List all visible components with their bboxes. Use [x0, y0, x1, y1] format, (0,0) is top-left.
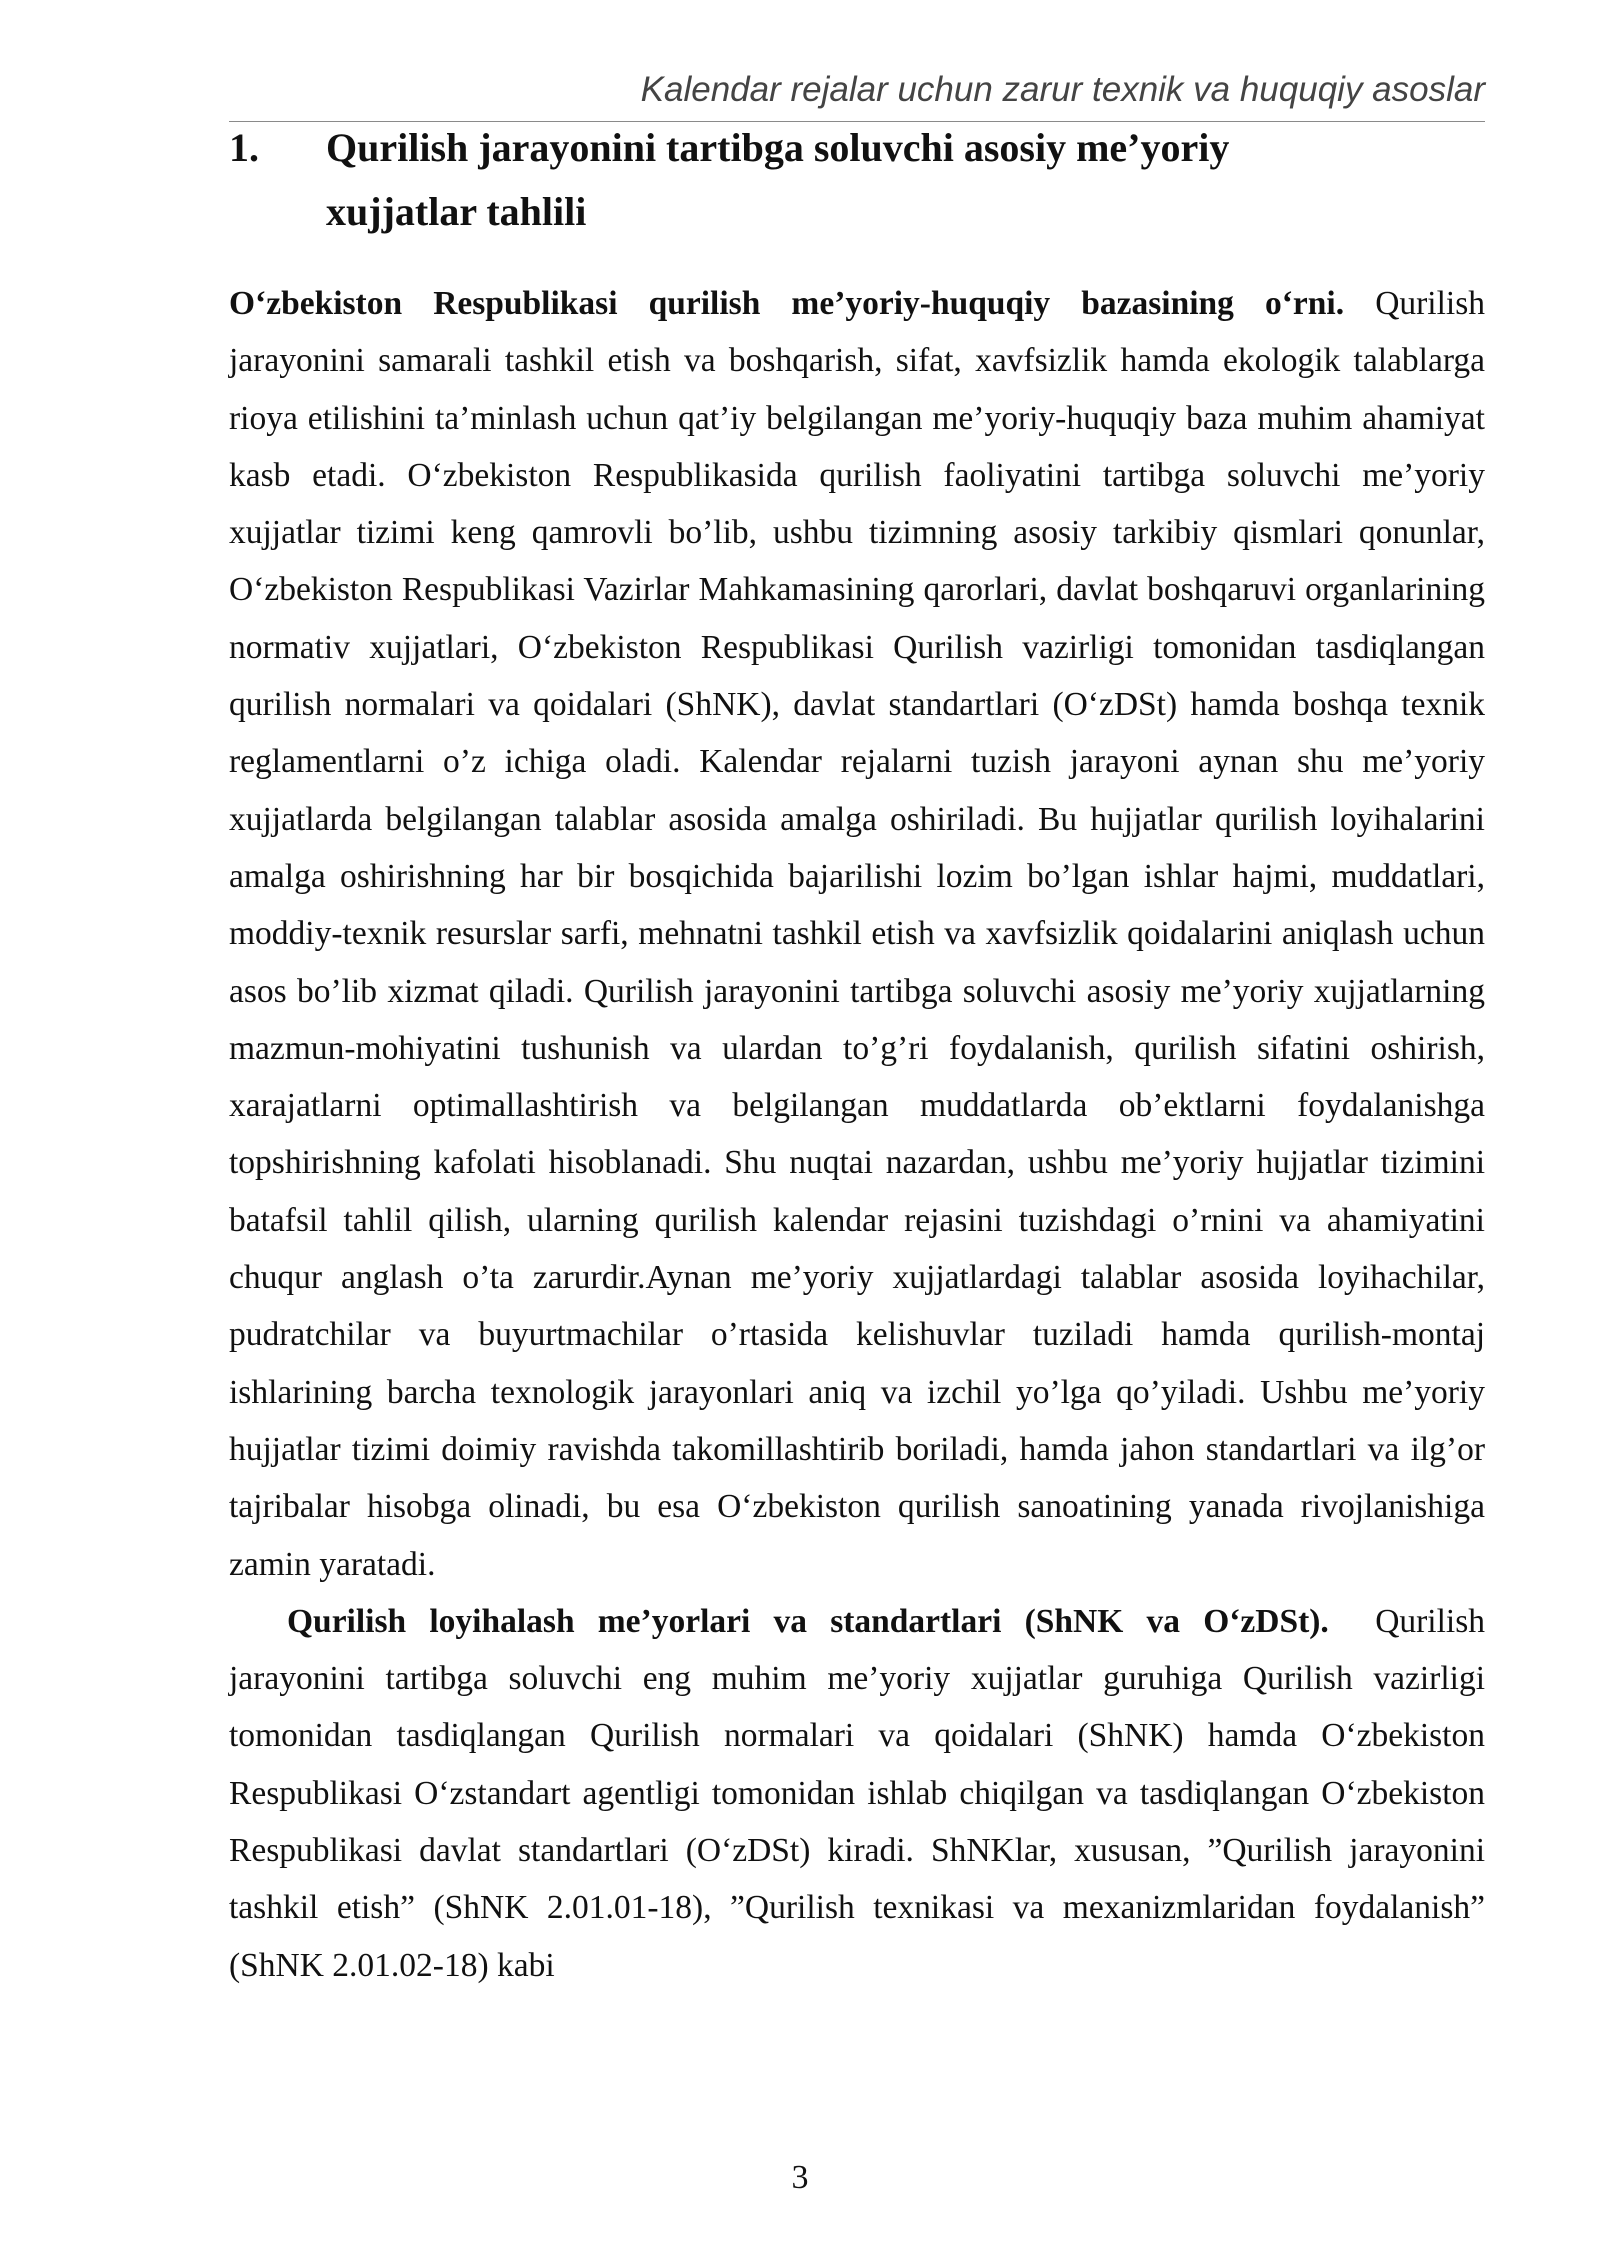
chapter-number: 1. — [229, 125, 259, 170]
chapter-heading — [229, 116, 1329, 244]
body-text — [229, 275, 1485, 1994]
paragraph-1-text: Qurilish jarayonini samarali tashkil etish va boshqarish, sifat, xavfsizlik hamda ekologik talablarga rioya etilishini ta’minlash uchun qat’iy belgilangan me’yoriy-huquqiy baza muhim ahamiyat kasb etadi. O‘zbekiston Respublikasida qurilish faoliyatini tartibga soluvchi me’yoriy xujjatlar tizimi keng qamrovli bo’lib, ushbu tizimning asosiy tarkibiy qismlari qonunlar, O‘zbekiston Respublikasi Vazirlar Mahkamasining qarorlari, davlat boshqaruvi organlarining normativ xujjatlari, O‘zbekiston Respublikasi Qurilish vazirligi tomonidan tasdiqlangan qurilish normalari va qoidalari (ShNK), davlat standartlari (O‘zDSt) hamda boshqa texnik reglamentlarni o’z ichiga oladi. Kalendar rejalarni tuzish jarayoni aynan shu me’yoriy xujjatlarda belgilangan talablar asosida amalga oshiriladi. Bu hujjatlar qurilish loyihalarini amalga oshirishning har bir bosqichida bajarilishi lozim bo’lgan ishlar hajmi, muddatlari, moddiy-texnik resurslar sarfi, mehnatni tashkil etish va xavfsizlik qoidalarini aniqlash uchun asos bo’lib xizmat qiladi. Qurilish jarayonini tartibga soluvchi asosiy me’yoriy xujjatlarning mazmun-mohiyatini tushunish va ulardan to’g’ri foydalanish, qurilish sifatini oshirish, xarajatlarni optimallashtirish va belgilangan muddatlarda ob’ektlarni foydalanishga topshirishning kafolati hisoblanadi. Shu nuqtai nazardan, ushbu me’yoriy hujjatlar tizimini batafsil tahlil qilish, ularning qurilish kalendar rejasini tuzishdagi o’rnini va ahamiyatini chuqur anglash o’ta zarurdir.Aynan me’yoriy xujjatlardagi talablar asosida loyihachilar, pudratchilar va buyurtmachilar o’rtasida kelishuvlar tuziladi hamda qurilish-montaj ishlarining barcha texnologik jarayonlari aniq va izchil yo’lga qo’yiladi. Ushbu me’yoriy hujjatlar tizimi doimiy ravishda takomillashtirib boriladi, hamda jahon standartlari va ilg’or tajribalar hisobga olinadi, bu esa O‘zbekiston qurilish sanoatining yanada rivojlanishiga zamin yaratadi. — [229, 285, 1485, 1583]
chapter-title: Qurilish jarayonini tartibga soluvchi asosiy me’yoriy xujjatlar tahlili — [326, 125, 1230, 234]
paragraph-2-text: Qurilish jarayonini tartibga soluvchi eng muhim me’yoriy xujjatlar guruhiga Qurilish vazirligi tomonidan tasdiqlangan Qurilish normalari va qoidalari (ShNK) hamda O‘zbekiston Respublikasi O‘zstandart agentligi tomonidan ishlab chiqilgan va tasdiqlangan O‘zbekiston Respublikasi davlat standartlari (O‘zDSt) kiradi. ShNKlar, xususan, ”Qurilish jarayonini tashkil etish” (ShNK 2.01.01-18), ”Qurilish texnikasi va mexanizmlaridan foydalanish” (ShNK 2.01.02-18) kabi — [229, 1602, 1486, 1984]
paragraph-1 — [229, 275, 1485, 1593]
running-header: Kalendar rejalar uchun zarur texnik va huquqiy asoslar — [640, 70, 1485, 109]
page-number: 3 — [791, 2159, 809, 2196]
paragraph-2 — [229, 1593, 1485, 1994]
section-heading-1: O‘zbekiston Respublikasi qurilish me’yoriy-huquqiy bazasining o‘rni. — [229, 285, 1345, 322]
section-heading-2: Qurilish loyihalash me’yorlari va standartlari (ShNK va O‘zDSt). — [287, 1602, 1329, 1640]
